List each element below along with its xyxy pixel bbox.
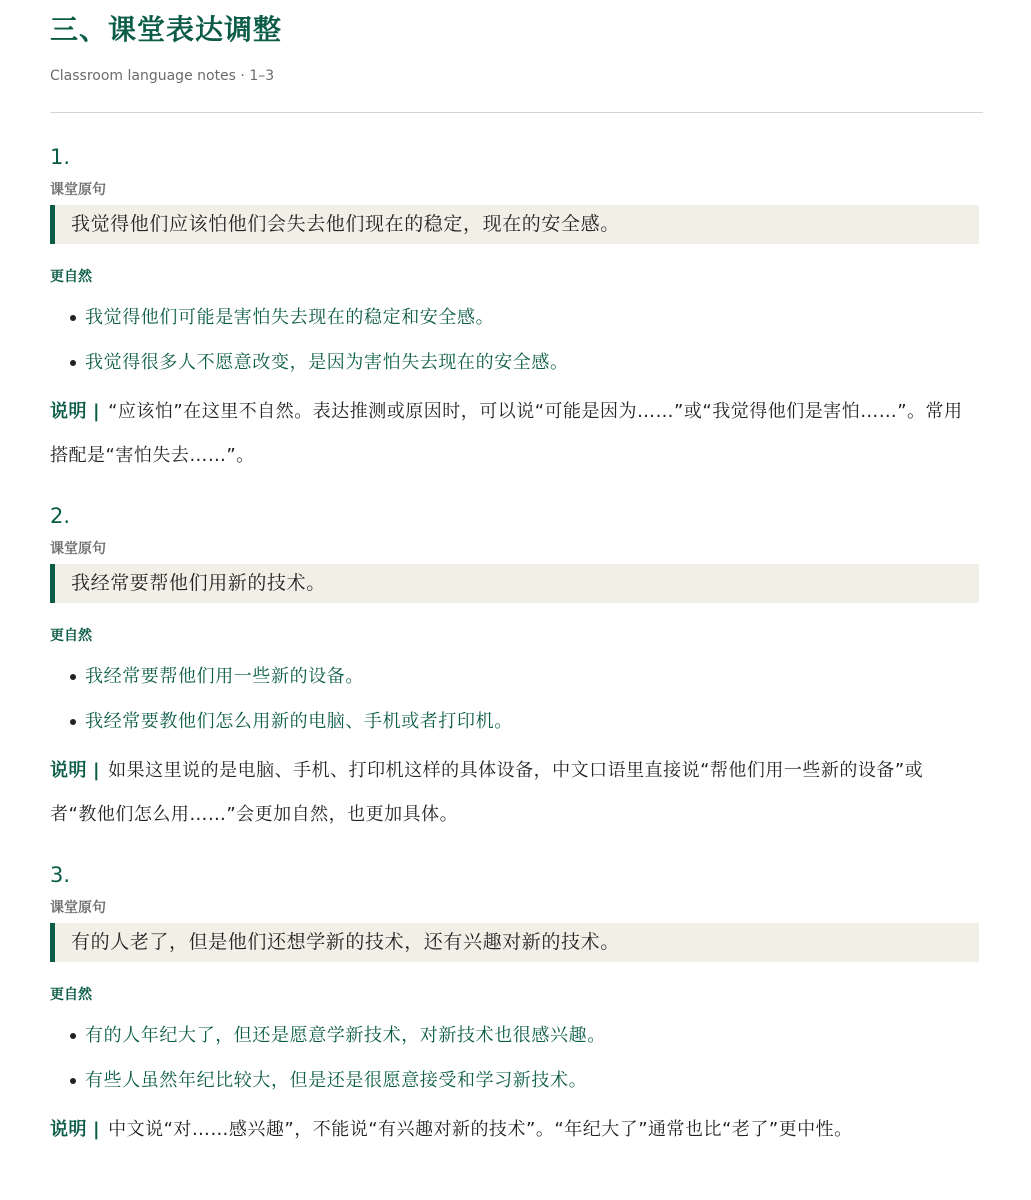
item-number: 1. xyxy=(50,145,71,169)
suggestion-item: 我经常要教他们怎么用新的电脑、手机或者打印机。 xyxy=(68,699,983,744)
explanation-separator: | xyxy=(93,760,101,781)
original-label: 课堂原句 xyxy=(50,541,106,557)
suggestion-item: 我觉得他们可能是害怕失去现在的稳定和安全感。 xyxy=(68,295,983,340)
explanation-text: 如果这里说的是电脑、手机、打印机这样的具体设备，中文口语里直接说“帮他们用一些新的设备”或者“教他们怎么用……”会更加自然，也更加具体。 xyxy=(50,760,924,825)
suggestion-item: 我经常要帮他们用一些新的设备。 xyxy=(68,654,983,699)
explanation xyxy=(50,390,970,478)
item-number: 3. xyxy=(50,863,71,887)
explanation-text: “应该怕”在这里不自然。表达推测或原因时，可以说“可能是因为……”或“我觉得他们是害怕……”。常用搭配是“害怕失去……”。 xyxy=(50,401,963,466)
header-divider xyxy=(50,112,983,113)
suggestion-item: 我觉得很多人不愿意改变，是因为害怕失去现在的安全感。 xyxy=(68,340,983,385)
explanation-label: 说明 xyxy=(50,401,87,422)
note-item-2 xyxy=(50,502,983,837)
explanation-separator: | xyxy=(93,401,101,422)
original-sentence: 有的人老了，但是他们还想学新的技术，还有兴趣对新的技术。 xyxy=(50,923,979,962)
explanation xyxy=(50,1108,970,1152)
natural-label: 更自然 xyxy=(50,269,92,285)
item-number: 2. xyxy=(50,504,71,528)
explanation-text: 中文说“对……感兴趣”，不能说“有兴趣对新的技术”。“年纪大了”通常也比“老了”更中性。 xyxy=(108,1119,853,1140)
suggestion-item: 有的人年纪大了，但还是愿意学新技术，对新技术也很感兴趣。 xyxy=(68,1013,983,1058)
suggestion-list xyxy=(50,1013,983,1103)
suggestion-list xyxy=(50,654,983,744)
explanation-label: 说明 xyxy=(50,1119,87,1140)
explanation-label: 说明 xyxy=(50,760,87,781)
page-title: 三、课堂表达调整 xyxy=(50,13,283,46)
suggestion-item: 有些人虽然年纪比较大，但是还是很愿意接受和学习新技术。 xyxy=(68,1058,983,1103)
natural-label: 更自然 xyxy=(50,987,92,1003)
original-sentence: 我经常要帮他们用新的技术。 xyxy=(50,564,979,603)
original-sentence: 我觉得他们应该怕他们会失去他们现在的稳定，现在的安全感。 xyxy=(50,205,979,244)
original-label: 课堂原句 xyxy=(50,900,106,916)
note-item-1 xyxy=(50,143,983,478)
note-item-3 xyxy=(50,861,983,1152)
explanation-separator: | xyxy=(93,1119,101,1140)
explanation xyxy=(50,749,970,837)
suggestion-list xyxy=(50,295,983,385)
page-subtitle: Classroom language notes · 1–3 xyxy=(50,68,275,84)
original-label: 课堂原句 xyxy=(50,182,106,198)
natural-label: 更自然 xyxy=(50,628,92,644)
